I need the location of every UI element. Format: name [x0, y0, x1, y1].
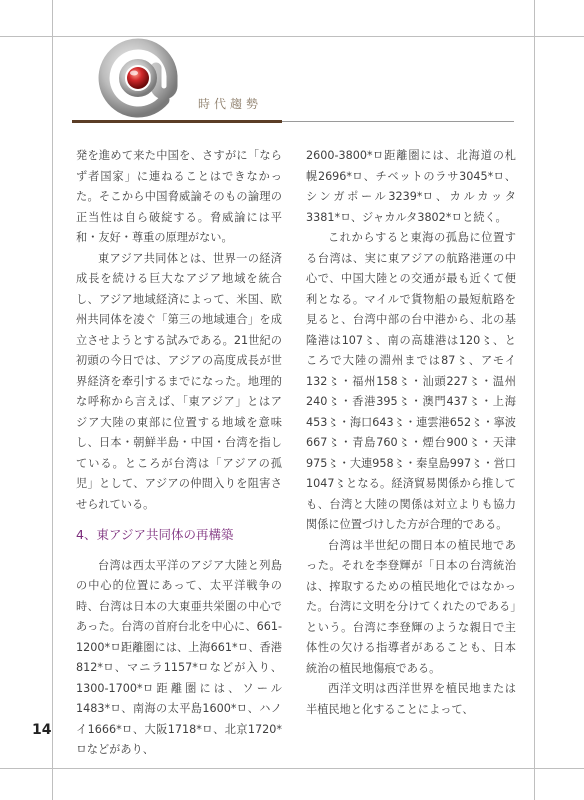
page-number: 14 — [32, 722, 52, 738]
right-paragraph-1: 2600-3800*ㅁ距離圏には、北海道の札幌2696*ㅁ、チベットのラサ3045*ㅁ、シンガポール3239*ㅁ、カルカッタ3381*ㅁ、ジャカルタ3802*ㅁと続く。 — [306, 149, 516, 224]
left-column — [76, 146, 282, 761]
header-rule — [282, 121, 514, 122]
left-paragraph-3: 台湾は西太平洋のアジア大陸と列島の中心的位置にあって、太平洋戦争の時、台湾は日本の大東亜共栄圏の中心であった。台湾の首府台北を中心に、661-1200*ㅁ距離圏には、上海661*ㅁ、香港812*ㅁ、マニラ1157*ㅁなどが入り、1300-1700*ㅁ距離圏には、ソール1483*ㅁ、南海の太平島1600*ㅁ、ハノイ1666*ㅁ、大阪1718*ㅁ、北京1720*ㅁなどがあり、 — [76, 558, 282, 756]
section-heading: 4、東アジア共同体の再構築 — [76, 527, 234, 542]
section-title: 時代趨勢 — [198, 97, 263, 111]
at-sign-logo — [92, 38, 186, 120]
left-paragraph-2: 東アジア共同体とは、世界一の経済成長を続ける巨大なアジア地域を統合し、アジア地域経済によって、米国、欧州共同体を凌ぐ「第三の地域連合」を成立させようとする試みである。21世紀の初頭の今日では、アジアの高度成長が世界経済を牽引するまでになった。地理的な呼称から言えば、「東アジア」とはアジア大陸の東部に位置する地域を意味し、日本・朝鮮半島・中国・台湾を指している。ところが台湾は「アジアの孤児」として、アジアの仲間入りを阻害させられている。 — [76, 251, 282, 511]
right-paragraph-2: これからすると東海の孤島に位置する台湾は、実に東アジアの航路港運の中心で、中国大陸との交通が最も近くて便利となる。マイルで貨物船の最短航路を見ると、台湾中部の台中港から、北の基隆港は107〻、南の高雄港は120〻、ところで大陸の淵州までは87〻、アモイ132〻・福州158〻・汕頭227〻・温州240〻・香港395〻・澳門437〻・上海453〻・海口643〻・連雲港652〻・寧波667〻・青島760〻・煙台900〻・天津975〻・大連958〻・秦皇島997〻・営口1047〻となる。経済貿易関係から推しても、台湾と大陸の関係は対立よりも協力関係に位置づけした方が合理的である。 — [306, 231, 516, 531]
page-frame-line-top — [0, 36, 584, 37]
header-bar — [72, 120, 282, 123]
page-frame-line-bottom — [0, 768, 584, 769]
right-paragraph-3: 台湾は半世紀の間日本の植民地であった。それを李登輝が「日本の台湾統治は、搾取するための植民地化ではなかった。台湾に文明を分けてくれたのである」という。台湾に李登輝のような親日で主体性の欠ける指導者があることも、日本統治の植民地傷痕である。 — [306, 538, 516, 675]
right-paragraph-4: 西洋文明は西洋世界を植民地または半植民地と化することによって、 — [306, 682, 516, 716]
page-frame-line-right — [534, 0, 535, 800]
right-column — [306, 146, 516, 720]
left-paragraph-1: 発を進めて来た中国を、さすがに「ならず者国家」に連ねることはできなかった。そこから中国脅威論そのもの論理の正当性は自ら破綻する。脅威論には平和・友好・尊重の原理がない。 — [76, 149, 282, 244]
page-frame-line-left — [52, 0, 53, 800]
